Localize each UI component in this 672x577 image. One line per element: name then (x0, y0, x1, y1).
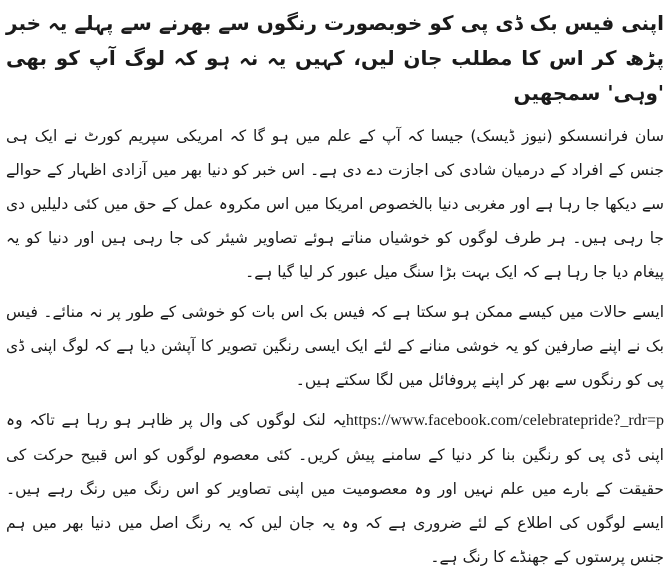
facebook-link[interactable]: https://www.facebook.com/celebratepride?_rdr=p (345, 412, 664, 429)
article-headline: اپنی فیس بک ڈی پی کو خوبصورت رنگوں سے بھرنے سے پہلے یہ خبر پڑھ کر اس کا مطلب جان لیں، کہیں یہ نہ ہو کہ لوگ آپ کو بھی 'وہی' سمجھیں (6, 11, 664, 105)
article-paragraph-3-text: یہ لنک لوگوں کی وال پر ظاہر ہو رہا ہے تاکہ وہ اپنی ڈی پی کو رنگین بنا کر دنیا کے سامنے پیش کریں۔ کئی معصوم لوگوں کو اس قبیح حرکت کی حقیقت کے بارے میں علم نہیں اور وہ معصومیت میں اپنی تصاویر کو اس رنگ میں رنگ رہے ہیں۔ ایسے لوگوں کی اطلاع کے لئے ضروری ہے کہ وہ یہ جان لیں کہ یہ رنگ اصل میں دنیا بھر میں ہم جنس پرستوں کے جھنڈے کا رنگ ہے۔ (6, 411, 664, 566)
article-paragraph-2: ایسے حالات میں کیسے ممکن ہو سکتا ہے کہ فیس بک اس بات کو خوشی کے طور پر نہ منائے۔ فیس بک نے اپنے صارفین کو یہ خوشی منانے کے لئے ایک ایسی رنگین تصویر کا آپشن دیا ہے کہ لوگ اپنی ڈی پی کو رنگوں سے بھر کر اپنے پروفائل میں لگا سکتے ہیں۔ (6, 303, 664, 389)
article-paragraph-3 (6, 403, 664, 574)
article-paragraph-1: سان فرانسسکو (نیوز ڈیسک) جیسا کہ آپ کے علم میں ہو گا کہ امریکی سپریم کورٹ نے ایک ہی جنس کے افراد کے درمیان شادی کی اجازت دے دی ہے۔ اس خبر کو دنیا بھر میں آزادی اظہار کے حوالے سے دیکھا جا رہا ہے اور مغربی دنیا بالخصوص امریکا میں اس مکروہ عمل کے حق میں کئی دلیلیں دی جا رہی ہیں۔ ہر طرف لوگوں کو خوشیاں مناتے ہوئے تصاویر شیئر کی جا رہی ہیں اور دنیا کو یہ پیغام دیا جا رہا ہے کہ ایک بہت بڑا سنگ میل عبور کر لیا گیا ہے۔ (6, 127, 664, 281)
